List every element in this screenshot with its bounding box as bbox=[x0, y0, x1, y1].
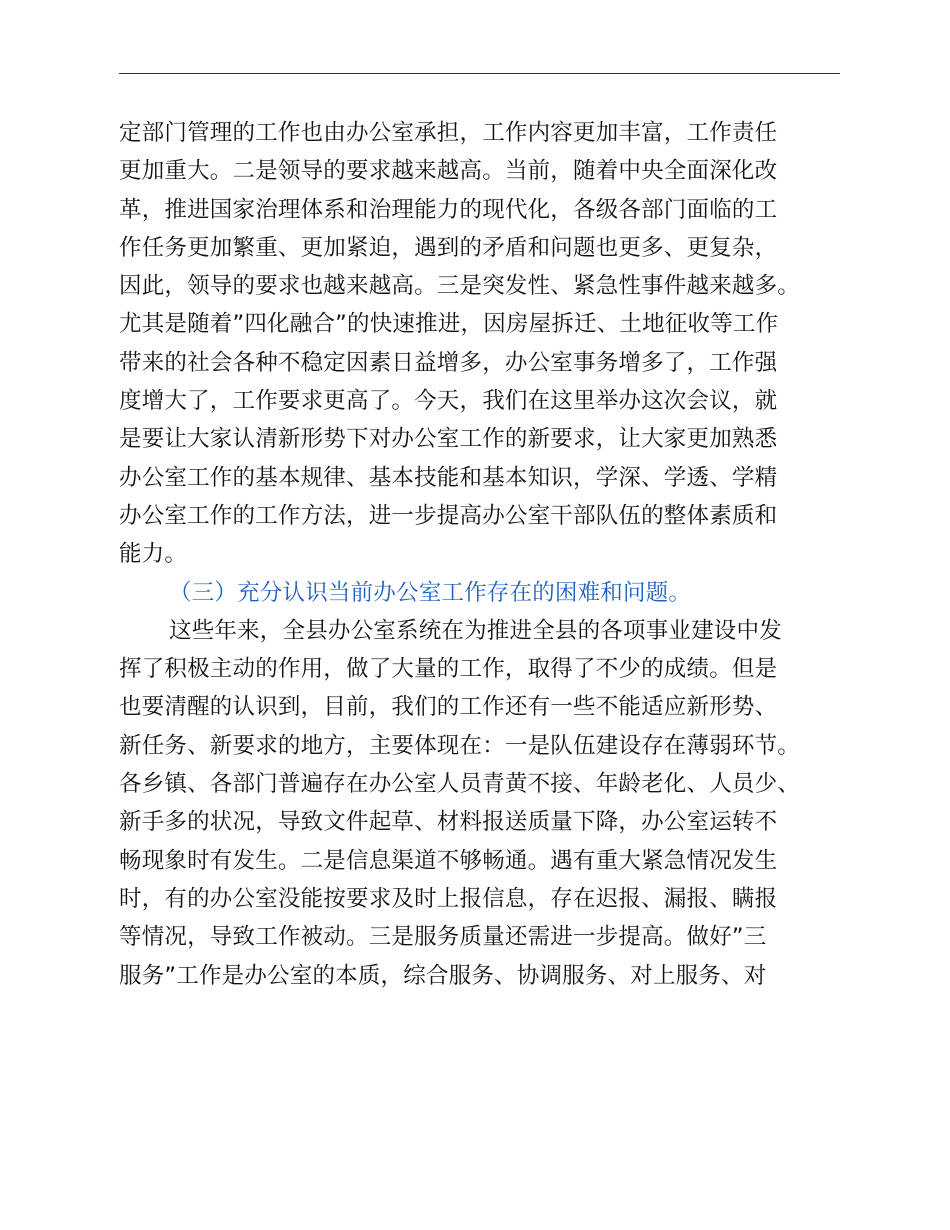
paragraph-line: 尤其是随着”四化融合”的快速推进，因房屋拆迁、土地征收等工作 bbox=[119, 311, 779, 338]
paragraph-line: 服务”工作是办公室的本质，综合服务、协调服务、对上服务、对 bbox=[119, 962, 767, 989]
paragraph-line: 新任务、新要求的地方，主要体现在：一是队伍建设存在薄弱环节。 bbox=[119, 732, 801, 759]
paragraph-line: 能力。 bbox=[119, 541, 188, 568]
paragraph-line: 是要让大家认清新形势下对办公室工作的新要求，让大家更加熟悉 bbox=[119, 426, 778, 453]
section-heading: （三）充分认识当前办公室工作存在的困难和问题。 bbox=[169, 579, 692, 606]
paragraph-line: 新手多的状况，导致文件起草、材料报送质量下降，办公室运转不 bbox=[119, 809, 778, 836]
body-text bbox=[119, 114, 849, 995]
paragraph-line: 时，有的办公室没能按要求及时上报信息，存在迟报、漏报、瞒报 bbox=[119, 885, 778, 912]
header-rule bbox=[119, 73, 840, 74]
paragraph-line: 挥了积极主动的作用，做了大量的工作，取得了不少的成绩。但是 bbox=[119, 656, 778, 683]
paragraph-line: 度增大了，工作要求更高了。今天，我们在这里举办这次会议，就 bbox=[119, 388, 778, 415]
paragraph-line: 带来的社会各种不稳定因素日益增多，办公室事务增多了，工作强 bbox=[119, 349, 778, 376]
paragraph-line: 定部门管理的工作也由办公室承担，工作内容更加丰富，工作责任 bbox=[119, 120, 778, 146]
paragraph-line: 更加重大。二是领导的要求越来越高。当前，随着中央全面深化改 bbox=[119, 158, 778, 185]
paragraph-line: 也要清醒的认识到，目前，我们的工作还有一些不能适应新形势、 bbox=[119, 694, 778, 721]
paragraph-line: 这些年来，全县办公室系统在为推进全县的各项事业建设中发 bbox=[169, 617, 782, 644]
paragraph-line: 办公室工作的基本规律、基本技能和基本知识，学深、学透、学精 bbox=[119, 464, 778, 491]
paragraph-line: 因此，领导的要求也越来越高。三是突发性、紧急性事件越来越多。 bbox=[119, 273, 801, 300]
paragraph-line: 革，推进国家治理体系和治理能力的现代化，各级各部门面临的工 bbox=[119, 196, 778, 223]
paragraph-line: 办公室工作的工作方法，进一步提高办公室干部队伍的整体素质和 bbox=[119, 502, 778, 529]
paragraph-line: 畅现象时有发生。二是信息渠道不够畅通。遇有重大紧急情况发生 bbox=[119, 847, 778, 874]
paragraph-line: 作任务更加繁重、更加紧迫，遇到的矛盾和问题也更多、更复杂， bbox=[119, 234, 778, 261]
paragraph-line: 各乡镇、各部门普遍存在办公室人员青黄不接、年龄老化、人员少、 bbox=[119, 771, 801, 798]
paragraph-line: 等情况，导致工作被动。三是服务质量还需进一步提高。做好”三 bbox=[119, 924, 767, 951]
